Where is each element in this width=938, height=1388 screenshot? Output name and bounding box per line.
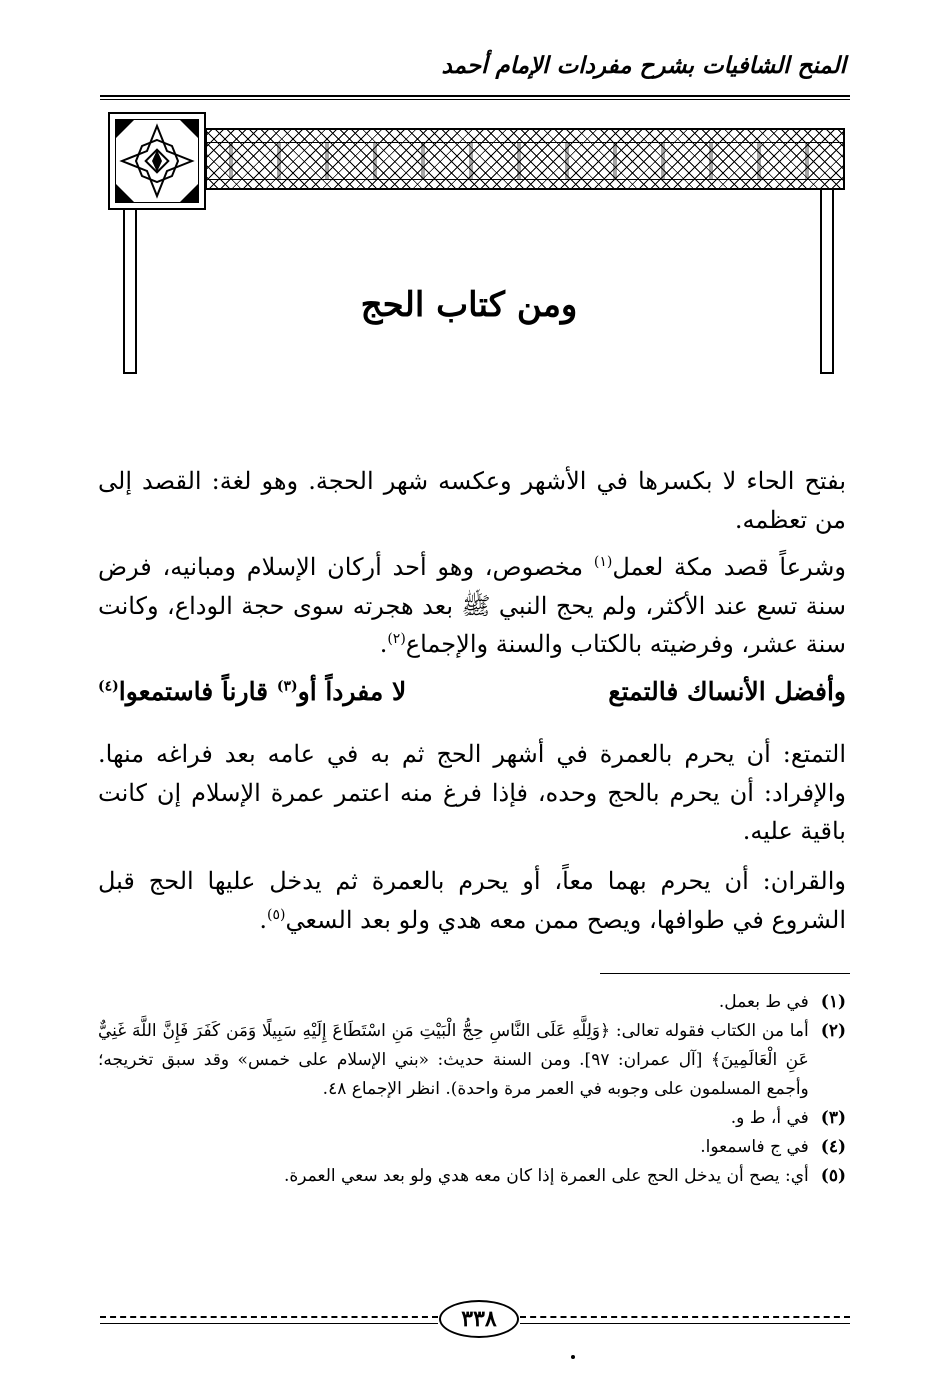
footer-rule-right-thin xyxy=(520,1323,850,1324)
footnote-item xyxy=(98,1104,846,1133)
footnote-ref-5: (٥) xyxy=(267,906,286,923)
p4-text-b: . xyxy=(259,905,268,934)
p2-text-b: مخصوص، وهو أحد أركان الإسلام ومبانيه، فرض سنة تسع عند الأكثر، ولم يحج النبي ﷺ بعد هجرته سوى حجة الوداع، وكانت سنة عشر، وفرضيته بالكتاب والسنة والإجماع xyxy=(98,553,846,658)
paragraph-tamattu: التمتع: أن يحرم بالعمرة في أشهر الحج ثم به في عامه بعد فراغه منها. والإفراد: أن يحرم بالحج وحده، فإذا فرغ منه اعتمر عمرة الإسلام إن كانت باقية عليه. xyxy=(98,740,847,845)
footnote-item xyxy=(98,1017,846,1104)
paragraph-linguistic-definition: بفتح الحاء لا بكسرها في الأشهر وعكسه شهر الحجة. وهو لغة: القصد إلى من تعظمه. xyxy=(98,467,846,534)
paragraph-qiran xyxy=(98,862,846,939)
ornamental-frame-band xyxy=(205,128,845,190)
footnote-separator xyxy=(600,973,850,974)
footnote-item xyxy=(98,988,846,1017)
chapter-title: ومن كتاب الحج xyxy=(360,285,578,325)
footnote-number: (١) xyxy=(820,992,846,1012)
frame-right-pillar xyxy=(820,188,834,374)
paragraph-legal-definition xyxy=(98,548,846,664)
p2-text-a: وشرعاً قصد مكة لعمل xyxy=(612,553,847,581)
footer-rule-right xyxy=(520,1316,850,1318)
verse-second-a: لا مفرداً أو xyxy=(297,677,407,706)
poem-verse xyxy=(98,677,846,706)
ornamental-corner-tile xyxy=(108,112,206,210)
footnote-ref-2: (٢) xyxy=(387,631,406,647)
header-rule-thin xyxy=(100,99,850,100)
footnote-number: (٢) xyxy=(820,1021,846,1041)
footnote-text: في ط بعمل. xyxy=(718,992,809,1012)
ornament-pattern xyxy=(207,142,843,180)
footnote-item xyxy=(98,1162,846,1191)
footnotes xyxy=(98,988,846,1191)
footer-rule-left-thin xyxy=(100,1323,438,1324)
p2-text-c: . xyxy=(379,630,388,658)
scan-mark xyxy=(571,1355,575,1359)
running-title: المنح الشافيات بشرح مفردات الإمام أحمد xyxy=(441,52,846,79)
footnote-item xyxy=(98,1133,846,1162)
verse-hemistich-second xyxy=(98,677,406,706)
footnote-number: (٤) xyxy=(820,1137,846,1157)
footnote-number: (٥) xyxy=(820,1166,846,1186)
footer-rule-left xyxy=(100,1316,438,1318)
p4-text-a: والقران: أن يحرم بهما معاً، أو يحرم بالعمرة ثم يدخل عليها الحج قبل الشروع في طوافها، ويصح ممن معه هدي ولو بعد السعي xyxy=(98,867,846,934)
footnote-ref-3: (٣) xyxy=(276,678,298,695)
footnote-text: في أ، ط و. xyxy=(730,1108,809,1128)
star-ornament-icon xyxy=(116,120,198,202)
footnote-text: في ج فاسمعوا. xyxy=(700,1137,809,1157)
footnote-text: أما من الكتاب فقوله تعالى: ﴿وَلِلَّهِ عَلَى النَّاسِ حِجُّ الْبَيْتِ مَنِ اسْتَطَاعَ إِلَيْهِ سَبِيلًا وَمَن كَفَرَ فَإِنَّ اللَّهَ غَنِيٌّ عَنِ الْعَالَمِينَ﴾ [آل عمران: ٩٧]. ومن السنة حديث: «بني الإسلام على خمس» وقد سبق تخريجه؛ وأجمع المسلمون على وجوبه في العمر مرة واحدة). انظر الإجماع ٤٨. xyxy=(98,1021,809,1099)
footnote-number: (٣) xyxy=(820,1108,846,1128)
page-number: ٣٣٨ xyxy=(439,1300,519,1338)
verse-hemistich-first: وأفضل الأنساك فالتمتع xyxy=(608,677,846,706)
footnote-ref-4: (٤) xyxy=(98,678,119,695)
footnote-text: أي: يصح أن يدخل الحج على العمرة إذا كان معه هدي ولو بعد سعي العمرة. xyxy=(283,1166,809,1186)
header-rule xyxy=(100,95,850,97)
footnote-ref-1: (١) xyxy=(593,554,613,570)
verse-second-b: قارناً فاستمعوا xyxy=(118,677,277,706)
